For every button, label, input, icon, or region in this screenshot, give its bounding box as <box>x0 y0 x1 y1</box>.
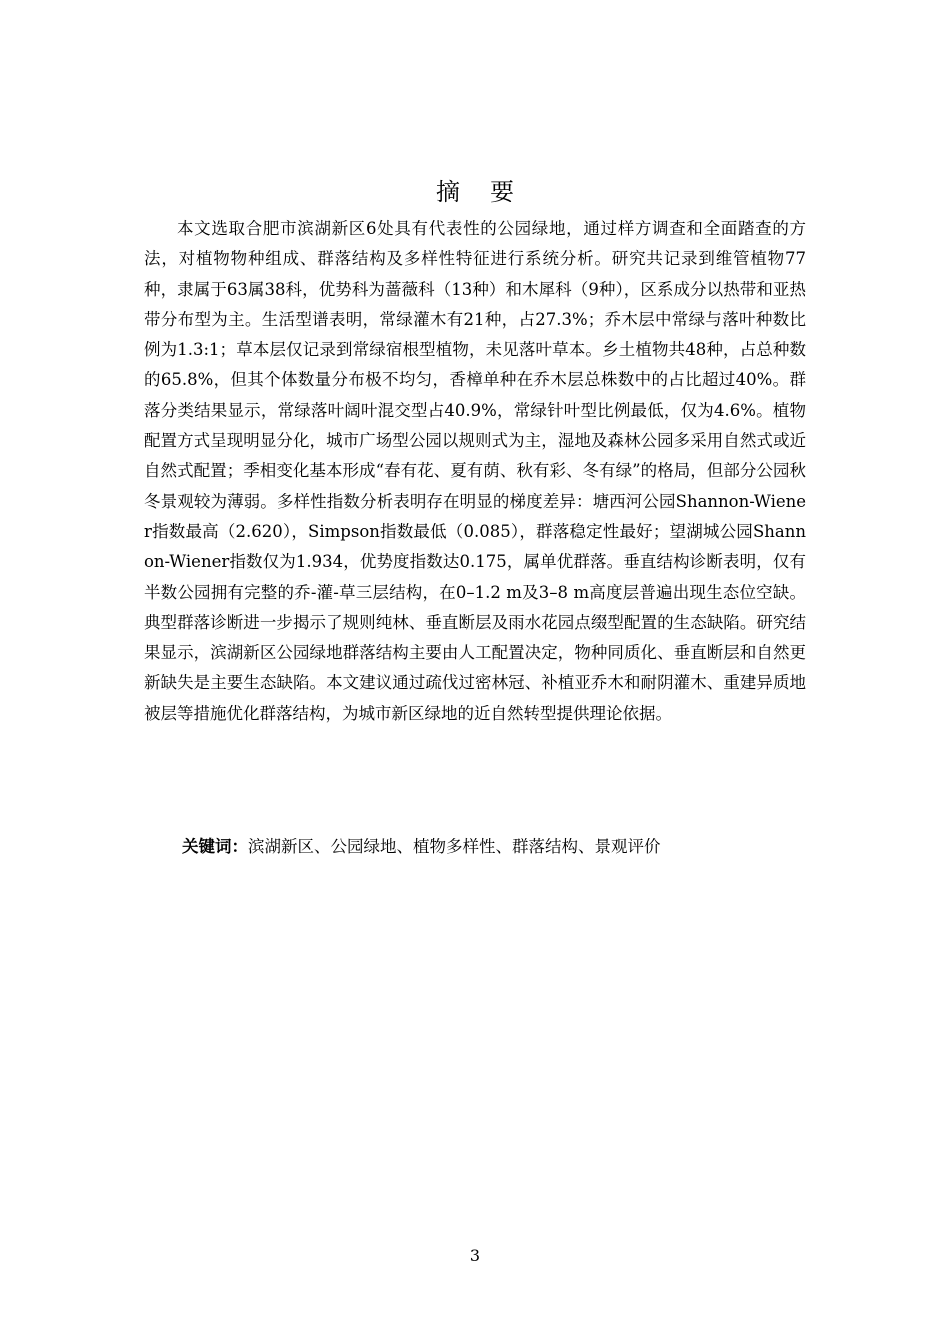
keywords-label: 关键词： <box>182 837 248 856</box>
abstract-body: 本文选取合肥市滨湖新区6处具有代表性的公园绿地，通过样方调查和全面踏查的方法，对植物物种组成、群落结构及多样性特征进行系统分析。研究共记录到维管植物77种，隶属于63属38科，优势科为蔷薇科（13种）和木犀科（9种），区系成分以热带和亚热带分布型为主。生活型谱表明，常绿灌木有21种，占27.3%；乔木层中常绿与落叶种数比例为1.3:1；草本层仅记录到常绿宿根型植物，未见落叶草本。乡土植物共48种，占总种数的65.8%，但其个体数量分布极不均匀，香樟单种在乔木层总株数中的占比超过40%。群落分类结果显示，常绿落叶阔叶混交型占40.9%，常绿针叶型比例最低，仅为4.6%。植物配置方式呈现明显分化，城市广场型公园以规则式为主，湿地及森林公园多采用自然式或近自然式配置；季相变化基本形成“春有花、夏有荫、秋有彩、冬有绿”的格局，但部分公园秋冬景观较为薄弱。多样性指数分析表明存在明显的梯度差异：塘西河公园Shannon-Wiener指数最高（2.620），Simpson指数最低（0.085），群落稳定性最好；望湖城公园Shannon-Wiener指数仅为1.934，优势度指数达0.175，属单优群落。垂直结构诊断表明，仅有半数公园拥有完整的乔-灌-草三层结构，在0–1.2 m及3–8 m高度层普遍出现生态位空缺。典型群落诊断进一步揭示了规则纯林、垂直断层及雨水花园点缀型配置的生态缺陷。研究结果显示，滨湖新区公园绿地群落结构主要由人工配置决定，物种同质化、垂直断层和自然更新缺失是主要生态缺陷。本文建议通过疏伐过密林冠、补植亚乔木和耐阴灌木、重建异质地被层等措施优化群落结构，为城市新区绿地的近自然转型提供理论依据。 <box>144 219 806 723</box>
keywords-line <box>182 832 806 862</box>
abstract-title: 摘要 <box>436 178 544 206</box>
keywords-list: 滨湖新区、公园绿地、植物多样性、群落结构、景观评价 <box>248 837 661 856</box>
page-number: 3 <box>469 1246 481 1265</box>
